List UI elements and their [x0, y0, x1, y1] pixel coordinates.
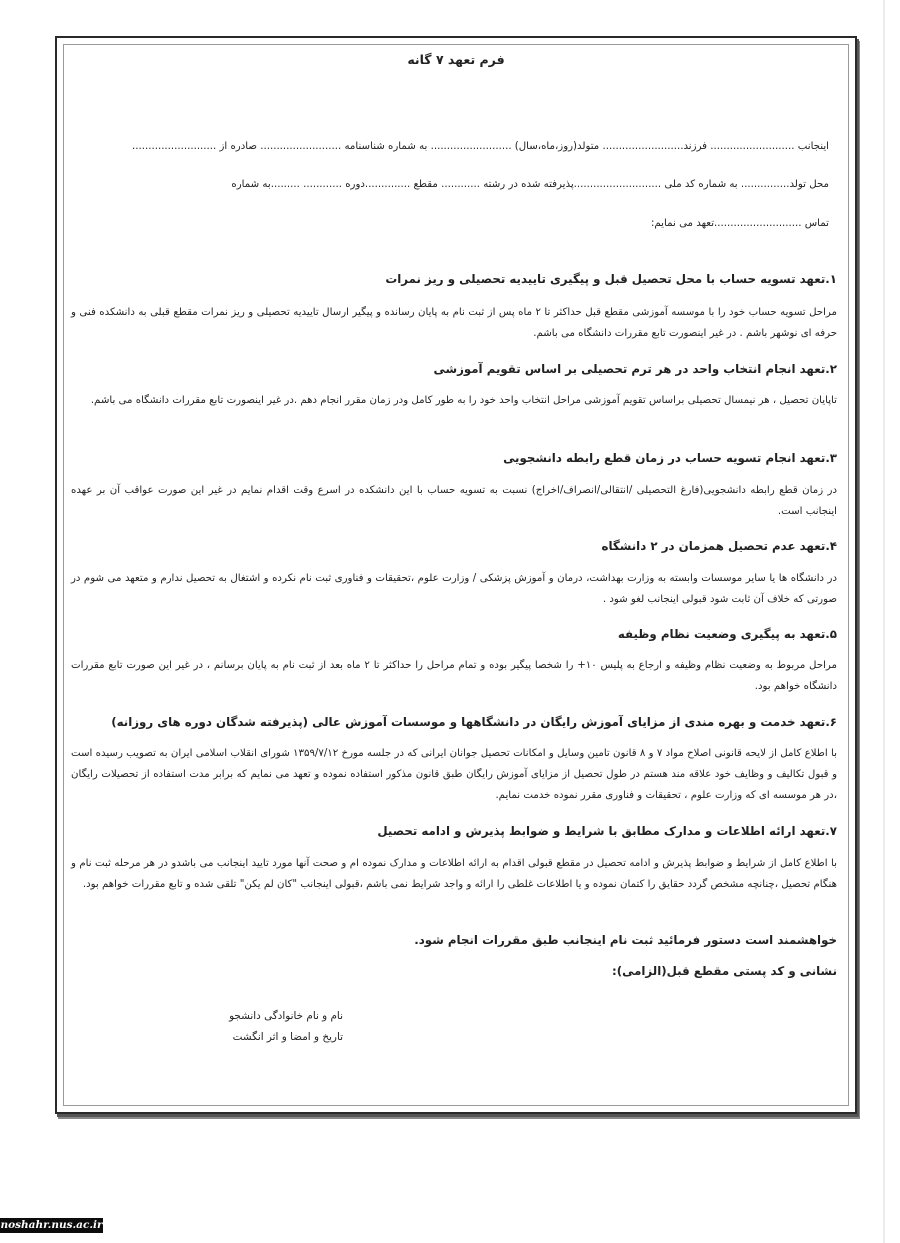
form-title: فرم تعهد ۷ گانه [407, 52, 505, 67]
student-name-label: نام و نام خانوادگی دانشجو [229, 1010, 343, 1022]
section-1-heading: ۱.تعهد تسویه حساب با محل تحصیل قبل و پیگیری تاییدیه تحصیلی و ریز نمرات [385, 272, 837, 286]
commitment-form [55, 36, 857, 1114]
commitments-body [71, 38, 837, 1108]
section-3-body: در زمان قطع رابطه دانشجویی(فارغ التحصیلی /انتقالی/انصراف/اخراج) نسبت به تسویه حساب با این دانشکده در اسرع وقت اقدام نمایم در غیر این صورت عواقب آن بر عهده اینجانب است. [71, 485, 837, 517]
section-3-heading: ۳.تعهد انجام تسویه حساب در زمان قطع رابطه دانشجویی [503, 451, 837, 465]
section-6-heading: ۶.تعهد خدمت و بهره مندی از مزایای آموزش رایگان در دانشگاهها و موسسات آموزش عالی (پذیرفته شدگان دوره های روزانه) [111, 715, 837, 729]
section-5-body: مراحل مربوط به وضعیت نظام وظیفه و ارجاع به پلیس ۱۰+ را شخصا پیگیر بوده و تمام مراحل را حداکثر تا ۲ ماه بعد از ثبت نام به پایان برسانم ، در غیر این صورت تابع مقررات دانشگاه خواهم بود. [71, 660, 837, 692]
section-4-heading: ۴.تعهد عدم تحصیل همزمان در ۲ دانشگاه [601, 539, 837, 553]
applicant-info-line-1: اینجانب .......................... فرزند......................... متولد(روز،ماه،سال) ......................... به شماره شناسنامه ......................... صادره از .......................... [132, 141, 829, 152]
section-5-heading: ۵.تعهد به پیگیری وضعیت نظام وظیفه [617, 627, 837, 641]
section-6-body: با اطلاع کامل از لایحه قانونی اصلاح مواد ۷ و ۸ قانون تامین وسایل و امکانات تحصیل جوانان ایرانی که در جلسه مورخ ۱۳۵۹/۷/۱۲ شورای انقلاب اسلامی ایران به تصویب رسیده است و قبول تکالیف و وظایف خود علاقه مند هستم در طول تحصیل از مزایای آموزش رایگان طبق قانون مذکور استفاده نموده و تعهد می نمایم که برابر مدت استفاده از تحصیلات رایگان ،در هر موسسه ای که وزارت علوم ، تحقیقات و فناوری مقرر نموده خدمت نمایم. [71, 748, 837, 801]
section-2-body: تاپایان تحصیل ، هر نیمسال تحصیلی براساس تقویم آموزشی مراحل انتخاب واحد خود را به طور کامل ودر زمان مقرر انجام دهم .در غیر اینصورت تابع مقررات دانشگاه می باشم. [90, 395, 837, 406]
section-7-heading: ۷.تعهد ارائه اطلاعات و مدارک مطابق با شرایط و ضوابط پذیرش و ادامه تحصیل [377, 824, 837, 838]
page-edge [883, 0, 885, 1243]
applicant-info-line-3: تماس ...........................تعهد می نمایم: [650, 218, 829, 229]
address-label: نشانی و کد پستی مقطع قبل(الزامی): [612, 964, 837, 978]
date-signature-label: تاریخ و امضا و اثر انگشت [232, 1031, 343, 1043]
section-1-body: مراحل تسویه حساب خود را با موسسه آموزشی مقطع قبل حداکثر تا ۲ ماه پس از ثبت نام به پایان رسانده و پیگیر ارسال تاییدیه تحصیلی و ریز نمرات مقطع قبلی به دانشکده فنی و حرفه ای نوشهر باشم . در غیر اینصورت تابع مقررات دانشگاه می باشم. [71, 307, 837, 339]
section-2-heading: ۲.تعهد انجام انتخاب واحد در هر ترم تحصیلی بر اساس تقویم آموزشی [433, 362, 837, 376]
website-footer: noshahr.nus.ac.ir [0, 1219, 103, 1231]
applicant-info-line-2: محل تولد............... به شماره کد ملی ...........................پذیرفته شده در رشته ............ مقطع ..............دوره ............ .........به شماره [231, 179, 829, 190]
signature-block [143, 1006, 343, 1048]
section-4-body: در دانشگاه ها یا سایر موسسات وابسته به وزارت بهداشت، درمان و آموزش پزشکی / وزارت علوم ،تحقیقات و فناوری ثبت نام نکرده و اشتغال به تحصیل ندارم و متعهد می شوم در صورتی که خلاف آن ثابت شود قبولی اینجانب لغو شود . [71, 573, 837, 605]
section-7-body: با اطلاع کامل از شرایط و ضوابط پذیرش و ادامه تحصیل در مقطع قبولی اقدام به ارائه اطلاعات و مدارک نموده ام و صحت آنها مورد تایید اینجانب می باشدو در هر مرحله ثبت نام و هنگام تحصیل ،چنانچه مشخص گردد حقایق را کتمان نموده و یا اطلاعات غلطی را ارائه و واجد شرایط نمی باشم ،قبولی اینجانب "کان لم یکن" تلقی شده و تابع مقررات خواهم بود. [71, 858, 837, 890]
registration-request: خواهشمند است دستور فرمائید ثبت نام اینجانب طبق مقررات انجام شود. [414, 933, 837, 947]
